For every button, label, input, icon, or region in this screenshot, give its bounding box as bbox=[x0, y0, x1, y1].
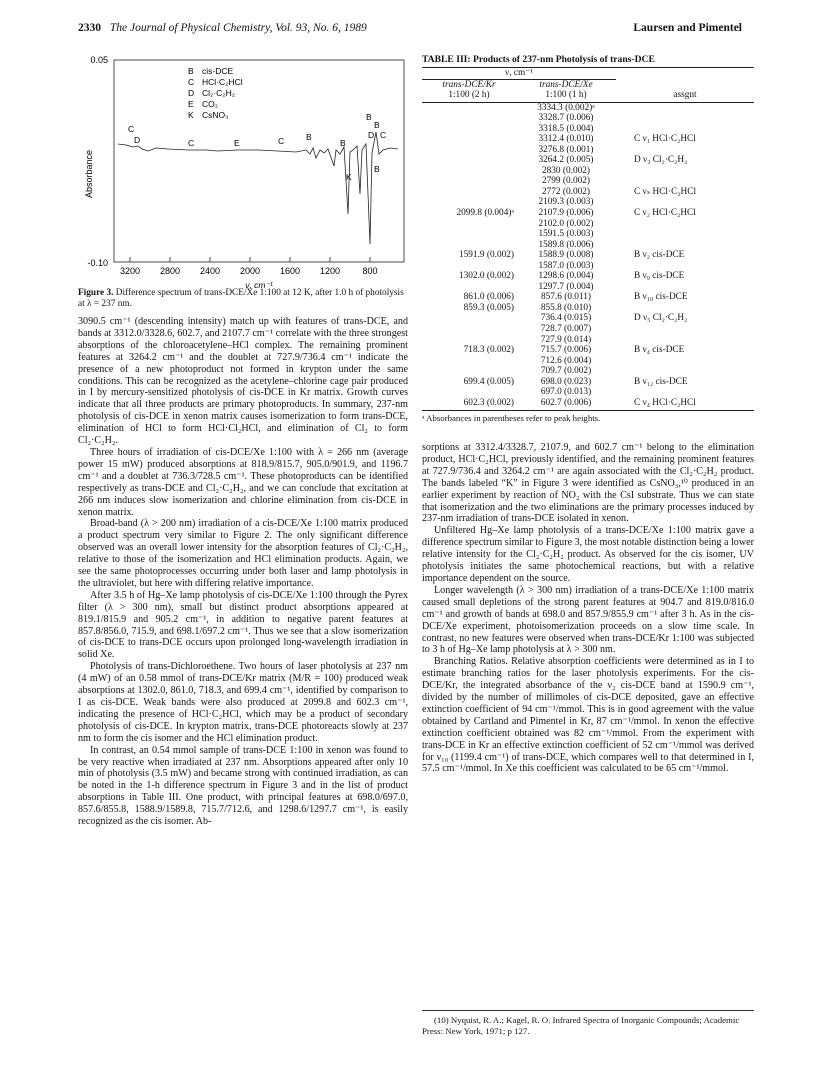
cell-xe: 602.7 (0.006) bbox=[540, 397, 592, 408]
table-row bbox=[422, 187, 754, 198]
cell-xe: 1591.5 (0.003) bbox=[538, 229, 594, 240]
table-row bbox=[422, 377, 754, 388]
cell-xe: 3334.3 (0.002)ᵃ bbox=[537, 102, 595, 113]
running-header-authors: Laursen and Pimentel bbox=[633, 22, 742, 34]
peak-label-b-5: B bbox=[374, 164, 380, 174]
cell-kr bbox=[422, 176, 516, 187]
page-number: 2330 bbox=[78, 22, 101, 34]
table-row bbox=[422, 208, 754, 219]
legend-key: C bbox=[188, 77, 195, 87]
figure-caption-label: Figure 3. bbox=[78, 288, 114, 298]
cell-kr bbox=[422, 313, 516, 324]
cell-assignment: B ν₁₀ cis-DCE bbox=[634, 292, 688, 303]
legend-key: E bbox=[188, 99, 194, 109]
cell-xe: 709.7 (0.002) bbox=[540, 366, 592, 377]
cell-xe: 1589.8 (0.006) bbox=[538, 239, 594, 250]
y-tick-top: 0.05 bbox=[90, 55, 108, 65]
plot-frame bbox=[114, 60, 404, 262]
table-row bbox=[422, 229, 754, 240]
paragraph: Unfiltered Hg–Xe lamp photolysis of a trans-DCE/Xe 1:100 matrix gave a difference spectrum similar to Figure 3, the most notable distinction being a lower relative intensity for the Cl₂·C₂H₂ product. As observed for the cis isomer, UV photolysis initiates the same photochemical reactions, but with a relative importance dependent on the source. bbox=[422, 525, 754, 584]
legend-text: HCl·C₂HCl bbox=[202, 77, 243, 87]
legend-text: CsNO₃ bbox=[202, 110, 229, 120]
cell-assignment bbox=[616, 124, 754, 135]
cell-xe: 736.4 (0.015) bbox=[540, 313, 592, 324]
cell-assignment bbox=[616, 166, 754, 177]
y-axis-label: Absorbance bbox=[84, 149, 94, 199]
peak-label-b-2: B bbox=[340, 138, 346, 148]
table-row bbox=[422, 345, 754, 356]
cell-kr: 1591.9 (0.002) bbox=[458, 250, 514, 261]
cell-xe: 715.7 (0.006) bbox=[540, 345, 592, 356]
reference-10: (10) Nyquist, R. A.; Kagel, R. O. Infrared Spectra of Inorganic Compounds; Academic Press: New York, 1971; p 127. bbox=[422, 1015, 740, 1036]
x-axis-label: ν, cm⁻¹ bbox=[245, 280, 273, 289]
cell-kr: 699.4 (0.005) bbox=[463, 376, 514, 387]
cell-kr bbox=[422, 219, 516, 230]
table-row bbox=[422, 313, 754, 324]
col3-header: assgnt bbox=[673, 90, 697, 100]
cell-kr: 718.3 (0.002) bbox=[463, 345, 514, 356]
cell-xe: 1297.7 (0.004) bbox=[538, 281, 594, 292]
cell-kr bbox=[422, 324, 516, 335]
products-table bbox=[422, 68, 754, 408]
paragraph: sorptions at 3312.4/3328.7, 2107.9, and 602.7 cm⁻¹ belong to the elimination product, HCl·C₂HCl, previously identified, and the remaining prominent features at 727.9/736.4 and 3264.2 cm⁻¹ are again associated with the Cl₂·C₂H₂ product. The bands labeled “K” in Figure 3 were identified as CsNO₃,¹⁰ produced in an earlier experiment by reaction of NO₂ with the CsI substrate. Thus we can state that isomerization and the two eliminations are the primary processes induced by 237-nm irradiation of trans-DCE isolated in xenon. bbox=[422, 442, 754, 525]
cell-xe: 857.6 (0.011) bbox=[540, 292, 591, 303]
cell-assignment: C ν₁ HCl·C₂HCl bbox=[634, 134, 696, 145]
cell-kr bbox=[422, 124, 516, 135]
cell-xe: 2772 (0.002) bbox=[541, 186, 591, 197]
cell-xe: 2109.3 (0.003) bbox=[538, 197, 594, 208]
cell-xe: 1587.0 (0.003) bbox=[538, 260, 594, 271]
cell-kr bbox=[422, 166, 516, 177]
table-row bbox=[422, 324, 754, 335]
paragraph: Broad-band (λ > 200 nm) irradiation of a cis-DCE/Xe 1:100 matrix produced a product spectrum very similar to Figure 2. The only significant difference observed was an overall lower intensity for the absorption features of Cl₂·C₂H₂, relative to those of the isomerization and HCl elimination products. Again, we see the same photoprocesses occurring under both laser and lamp photolysis in the ultraviolet, but here with differing relative importance. bbox=[78, 518, 408, 589]
peak-label-c-4: C bbox=[380, 130, 387, 140]
x-tick-label: 800 bbox=[362, 266, 378, 276]
right-text-column bbox=[422, 442, 754, 775]
figure-caption bbox=[78, 288, 408, 310]
cell-kr bbox=[422, 229, 516, 240]
legend-text: Cl₂·C₂H₂ bbox=[202, 88, 236, 98]
paragraph: Branching Ratios. Relative absorption coefficients were determined as in I to estimate branching ratios for the laser photolysis experiments. For the cis-DCE/Kr, the integrated absorbance of the ν₂ cis-DCE band at 1590.9 cm⁻¹, divided by the number of millimoles of cis-DCE deposited, gave an effective extinction coefficient of 94 cm⁻¹/mmol. This is in good agreement with the value obtained by Cartland and Pimentel in Kr, 87 cm⁻¹/mmol. In xenon the effective extinction coefficient obtained was 82 cm⁻¹/mmol. From the experiment with trans-DCE in Kr an effective extinction coefficient of 52 cm⁻¹/mmol was derived for ν₁₀ (1199.4 cm⁻¹) of trans-DCE, which compares well to that determined in I, 57.5 cm⁻¹/mmol. In Xe this coefficient was calculated to be 65 cm⁻¹/mmol. bbox=[422, 656, 754, 775]
x-tick-label: 1200 bbox=[319, 266, 341, 276]
cell-kr bbox=[422, 197, 516, 208]
peak-label-c-3: C bbox=[278, 136, 285, 146]
peak-label-d-2: D bbox=[368, 130, 375, 140]
table-row bbox=[422, 366, 754, 377]
table-body bbox=[422, 102, 754, 408]
cell-assignment bbox=[616, 113, 754, 124]
spectrum-plot bbox=[78, 54, 408, 289]
cell-assignment bbox=[616, 240, 754, 251]
cell-kr bbox=[422, 113, 516, 124]
cell-xe: 712.6 (0.004) bbox=[540, 355, 592, 366]
table-row bbox=[422, 250, 754, 261]
span-header: ν, cm⁻¹ bbox=[422, 68, 616, 79]
legend-key: D bbox=[188, 88, 195, 98]
cell-assignment bbox=[616, 387, 754, 398]
cell-xe: 2107.9 (0.006) bbox=[538, 207, 594, 218]
cell-assignment bbox=[616, 366, 754, 377]
paragraph: Photolysis of trans-Dichloroethene. Two hours of laser photolysis at 237 nm (4 mW) of an 0.58 mmol of trans-DCE/Kr matrix (M/R = 100) produced weak absorptions at 1302.0, 861.0, 718.3, and 699.4 cm⁻¹, identified by comparison to I as cis-DCE. Weak bands were also produced at 2099.8 and 602.3 cm⁻¹, indicating the presence of HCl·C₂HCl, which may be a product of secondary photolysis of cis-DCE. In krypton matrix, trans-DCE photoreacts slowly at 237 nm to form the cis isomer and the HCl elimination product. bbox=[78, 661, 408, 744]
peak-label-c-1: C bbox=[128, 124, 135, 134]
figure-legend bbox=[188, 66, 243, 120]
x-tick-label: 3200 bbox=[119, 266, 141, 276]
cell-assignment bbox=[616, 145, 754, 156]
y-tick-bottom: -0.10 bbox=[87, 258, 108, 268]
table-row bbox=[422, 145, 754, 156]
cell-assignment bbox=[616, 335, 754, 346]
table-row bbox=[422, 102, 754, 113]
cell-xe: 3276.8 (0.001) bbox=[538, 144, 594, 155]
figure-caption-text: Difference spectrum of trans-DCE/Xe 1:100 at 12 K, after 1.0 h of photolysis at λ = 237 nm. bbox=[78, 288, 404, 309]
cell-xe: 698.0 (0.023) bbox=[540, 376, 592, 387]
col1-header-line1: trans-DCE/Kr bbox=[442, 79, 496, 90]
figure-3 bbox=[78, 54, 408, 299]
table-row bbox=[422, 271, 754, 282]
table-row bbox=[422, 219, 754, 230]
reference-footnote bbox=[422, 1010, 754, 1036]
running-header-left bbox=[78, 22, 367, 34]
cell-kr bbox=[422, 387, 516, 398]
col1-header-line2: 1:100 (2 h) bbox=[448, 90, 490, 100]
spectrum-trace bbox=[118, 132, 398, 244]
legend-key: B bbox=[188, 66, 194, 76]
cell-xe: 3312.4 (0.010) bbox=[538, 134, 594, 145]
cell-kr: 2099.8 (0.004)ᵃ bbox=[456, 207, 514, 218]
peak-label-e: E bbox=[234, 138, 240, 148]
legend-text: cis-DCE bbox=[202, 66, 234, 76]
table-footnote: ᵃ Absorbances in parentheses refer to peak heights. bbox=[422, 410, 754, 423]
cell-assignment: C νₛ HCl·C₂HCl bbox=[634, 186, 697, 197]
cell-xe: 727.9 (0.014) bbox=[540, 334, 592, 345]
cell-xe: 3328.7 (0.006) bbox=[538, 113, 594, 124]
cell-assignment bbox=[616, 261, 754, 272]
table-row bbox=[422, 124, 754, 135]
cell-assignment bbox=[616, 197, 754, 208]
cell-kr bbox=[422, 102, 516, 113]
paragraph: After 3.5 h of Hg–Xe lamp photolysis of cis-DCE/Xe 1:100 through the Pyrex filter (λ > 300 nm), small but distinct product absorptions appeared at 819.1/815.9 and 905.2 cm⁻¹, in addition to negative parent features at 857.8/856.0, 715.9, and 698.1/697.2 cm⁻¹. Thus we see that a slow isomerization of cis-DCE to trans-DCE occurs upon prolonged long-wavelength irradiation in solid Xe. bbox=[78, 589, 408, 661]
table-row bbox=[422, 282, 754, 293]
col2-header-line1: trans-DCE/Xe bbox=[539, 79, 593, 90]
cell-assignment: B ν₉ cis-DCE bbox=[634, 271, 685, 282]
cell-kr bbox=[422, 187, 516, 198]
cell-xe: 1298.6 (0.004) bbox=[538, 271, 594, 282]
cell-assignment: D ν₃ Cl₂·C₂H₂ bbox=[634, 155, 688, 166]
cell-assignment bbox=[616, 356, 754, 367]
table-row bbox=[422, 261, 754, 272]
cell-kr bbox=[422, 261, 516, 272]
cell-kr: 859.3 (0.005) bbox=[463, 302, 514, 313]
cell-kr: 602.3 (0.002) bbox=[463, 397, 514, 408]
cell-xe: 1588.9 (0.008) bbox=[538, 250, 594, 261]
paragraph: Three hours of irradiation of cis-DCE/Xe 1:100 with λ = 266 nm (average power 15 mW) produced absorptions at 818.9/815.7, 905.0/901.9, and 1196.7 cm⁻¹ and a doublet at 736.3/728.5 cm⁻¹. These photoproducts can be identified respectively as trans-DCE and Cl₂·C₂H₂, and we can conclude that excitation at 266 nm induces slow isomerization and chlorine elimination from cis-DCE in xenon matrix. bbox=[78, 446, 408, 518]
peak-label-b-3: B bbox=[366, 112, 372, 122]
paragraph: Longer wavelength (λ > 300 nm) irradiation of a trans-DCE/Xe 1:100 matrix caused small depletions of the strong parent features at 904.7 and 819.0/816.0 cm⁻¹ and growth of bands at 698.0 and 857.9/855.9 cm⁻¹ after 3 h. As in the cis-DCE/Xe experiment, photoisomerization proceeds on a slow time scale. In contrast, no new features were observed when trans-DCE/Kr 1:100 was subjected to 3 h of Hg–Xe lamp photolysis at λ > 300 nm. bbox=[422, 584, 754, 656]
table-row bbox=[422, 197, 754, 208]
table-row bbox=[422, 166, 754, 177]
cell-kr bbox=[422, 366, 516, 377]
cell-assignment: B ν₄ cis-DCE bbox=[634, 345, 685, 356]
cell-kr bbox=[422, 335, 516, 346]
cell-kr bbox=[422, 356, 516, 367]
cell-assignment bbox=[616, 324, 754, 335]
paragraph: 3090.5 cm⁻¹ (descending intensity) match up with features of trans-DCE, and bands at 3312.0/3328.6, 602.7, and 2107.7 cm⁻¹ correlate with the three strongest absorptions of the chloroacetylene–HCl complex. The remaining prominent features at 3264.2 cm⁻¹ and the doublet at 727.9/736.4 cm⁻¹ indicate the presence of a new photoproduct not formed in krypton under the same conditions. This can be recognized as the acetylene–chlorine cage pair produced in I by mercury-sensitized photolysis of cis-DCE in Kr matrix. Growth curves indicate that all three products are primary photoproducts. In summary, 237-nm photolysis of cis-DCE in xenon matrix causes isomerization to form trans-DCE, elimination of HCl to form HCl·Cl₂HCl, and elimination of Cl₂ to form Cl₂·C₂H₂. bbox=[78, 316, 408, 447]
table-row bbox=[422, 134, 754, 145]
cell-assignment: C ν₂ HCl·C₂HCl bbox=[634, 207, 696, 218]
legend-key: K bbox=[188, 110, 194, 120]
cell-kr bbox=[422, 134, 516, 145]
cell-xe: 697.0 (0.013) bbox=[540, 387, 592, 398]
cell-assignment bbox=[616, 282, 754, 293]
table-row bbox=[422, 292, 754, 303]
table-row bbox=[422, 303, 754, 314]
peak-label-c-2: C bbox=[188, 138, 195, 148]
x-tick-label: 2800 bbox=[159, 266, 181, 276]
cell-assignment bbox=[616, 303, 754, 314]
cell-xe: 2102.0 (0.002) bbox=[538, 218, 594, 229]
table-row bbox=[422, 356, 754, 367]
col2-header-line2: 1:100 (1 h) bbox=[545, 90, 587, 100]
x-tick-label: 2000 bbox=[239, 266, 261, 276]
peak-label-k: K bbox=[346, 172, 352, 182]
cell-kr bbox=[422, 155, 516, 166]
x-tick-label: 2400 bbox=[199, 266, 221, 276]
peak-labels bbox=[128, 112, 386, 182]
cell-xe: 3264.2 (0.005) bbox=[538, 155, 594, 166]
left-text-column bbox=[78, 316, 408, 828]
cell-xe: 855.8 (0.010) bbox=[540, 302, 592, 313]
table-row bbox=[422, 398, 754, 409]
cell-assignment: B ν₁₂ cis-DCE bbox=[634, 376, 688, 387]
cell-assignment bbox=[616, 176, 754, 187]
peak-label-b-4: B bbox=[374, 120, 380, 130]
table-row bbox=[422, 240, 754, 251]
cell-assignment bbox=[616, 219, 754, 230]
table-row bbox=[422, 176, 754, 187]
cell-xe: 728.7 (0.007) bbox=[540, 323, 592, 334]
table-title: TABLE III: Products of 237-nm Photolysis of trans-DCE bbox=[422, 54, 754, 68]
paragraph: In contrast, an 0.54 mmol sample of trans-DCE 1:100 in xenon was found to be very reactive when irradiated at 237 nm. Absorptions appeared after only 10 min of photolysis (3.5 mW) and became strong with continued irradiation, as can be noted in the 1-h difference spectrum in Figure 3 and in the list of product absorptions in Table III. One product, with principal features at 698.0/697.0, 857.6/855.8, 1588.9/1589.8, 715.7/712.6, and 1298.6/1297.7 cm⁻¹, is easily recognized as the cis isomer. Ab- bbox=[78, 744, 408, 828]
table-row bbox=[422, 113, 754, 124]
cell-kr: 861.0 (0.006) bbox=[463, 292, 514, 303]
peak-label-d-1: D bbox=[134, 135, 141, 145]
cell-kr bbox=[422, 282, 516, 293]
cell-kr bbox=[422, 240, 516, 251]
cell-assignment: B ν₂ cis-DCE bbox=[634, 250, 685, 261]
legend-text: CO₂ bbox=[202, 99, 219, 109]
cell-assignment: C ν₄ HCl·C₂HCl bbox=[634, 397, 696, 408]
cell-xe: 2799 (0.002) bbox=[541, 176, 591, 187]
cell-assignment bbox=[616, 102, 754, 113]
cell-assignment bbox=[616, 229, 754, 240]
peak-label-b-1: B bbox=[306, 132, 312, 142]
table-3 bbox=[422, 54, 754, 423]
x-tick-label: 1600 bbox=[279, 266, 301, 276]
cell-xe: 3318.5 (0.004) bbox=[538, 123, 594, 134]
table-row bbox=[422, 155, 754, 166]
cell-assignment: D ν₅ Cl₂·C₂H₂ bbox=[634, 313, 688, 324]
journal-citation: The Journal of Physical Chemistry, Vol. 93, No. 6, 1989 bbox=[109, 22, 367, 34]
x-tick-labels bbox=[120, 257, 378, 276]
cell-kr bbox=[422, 145, 516, 156]
table-row bbox=[422, 335, 754, 346]
cell-xe: 2830 (0.002) bbox=[541, 165, 591, 176]
table-row bbox=[422, 387, 754, 398]
cell-kr: 1302.0 (0.002) bbox=[458, 271, 514, 282]
